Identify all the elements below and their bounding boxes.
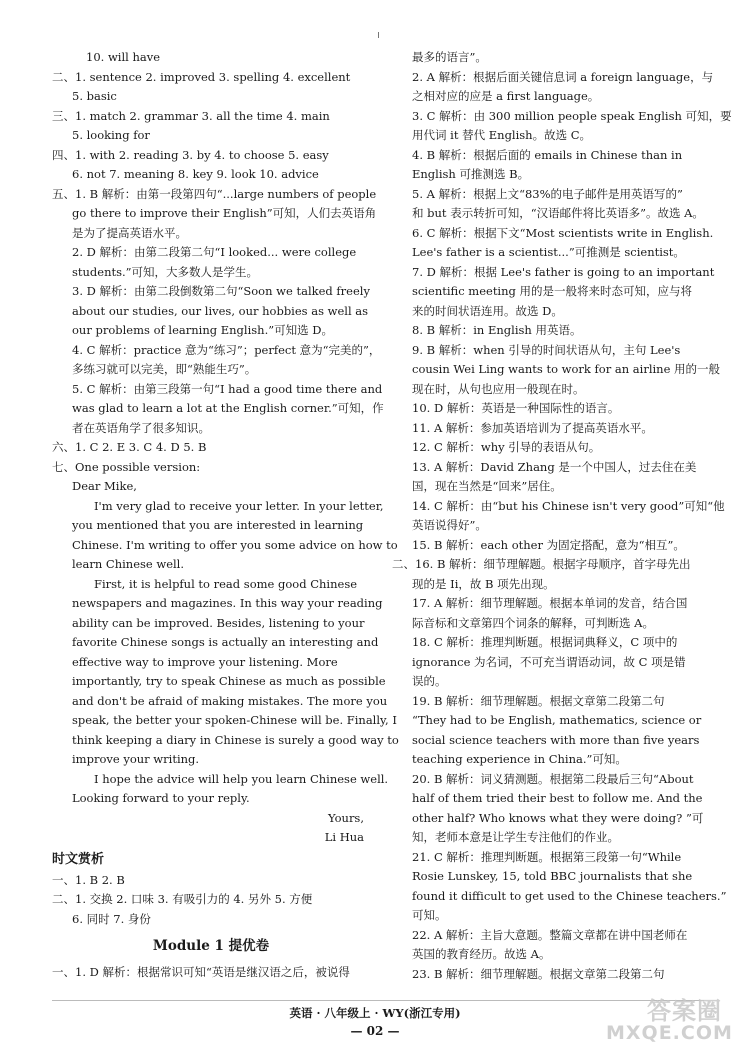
right-text-line: 英语说得好”。 [412, 518, 487, 532]
left-text-line: 10. will have [86, 50, 161, 64]
right-text-line: 5. A 解析：根据上文“83%的电子邮件是用英语写的” [412, 186, 683, 201]
left-text-line: 4. C 解析：practice 意为“练习”；perfect 意为“完美的”， [72, 342, 381, 357]
left-text-line: Li Hua [324, 830, 364, 844]
right-text-line: 19. B 解析：细节理解题。根据文章第二段第二句 [412, 693, 665, 708]
right-text-line: 17. A 解析：细节理解题。根据本单词的发音，结合国 [412, 596, 688, 610]
right-text-line: 11. A 解析：参加英语培训为了提高英语水平。 [412, 420, 653, 435]
right-text-line: 最多的语言”。 [412, 50, 487, 64]
watermark-line-2: MXQE.COM [606, 1022, 733, 1044]
right-text-line: Lee's father is a scientist...”可推测是 scientist。 [412, 245, 685, 259]
right-text-line: 际音标和文章第四个词条的解释，可判断选 A。 [412, 615, 654, 630]
right-text-line: 12. C 解析：why 引导的表语从句。 [412, 440, 601, 454]
right-text-line: 来的时间状语连用。故选 D。 [412, 303, 563, 318]
right-text-line: 22. A 解析：主旨大意题。整篇文章都在讲中国老师在 [412, 927, 688, 942]
left-text-line: 5. looking for [72, 128, 150, 142]
left-text-line: 五、1. B 解析：由第一段第四句“...large numbers of people [52, 186, 377, 201]
left-text-line: 6. 同时 7. 身份 [72, 911, 151, 926]
right-text-line: 10. D 解析：英语是一种国际性的语言。 [412, 401, 620, 415]
right-text-line: found it difficult to get used to the Chinese teachers.” [412, 888, 727, 903]
left-text-line: Yours, [328, 810, 364, 825]
left-text-line: students.”可知，大多数人是学生。 [72, 264, 259, 279]
right-text-line: 3. C 解析：由 300 million people speak English 可知，要 [412, 108, 732, 123]
left-text-line: 四、1. with 2. reading 3. by 4. to choose 5. easy [52, 147, 329, 162]
left-text-line: newspapers and magazines. In this way your reading [72, 596, 383, 610]
right-text-line: 13. A 解析：David Zhang 是一个中国人，过去住在美 [412, 459, 697, 474]
left-text-line: think keeping a diary in Chinese is surely a good way to [72, 732, 399, 747]
right-text-line: 21. C 解析：推理判断题。根据第三段第一句“While [412, 849, 682, 864]
right-text-line: social science teachers with more than five years [412, 732, 700, 747]
left-text-line: 一、1. D 解析：根据常识可知“英语是继汉语之后，被说得 [52, 965, 350, 979]
left-text-line: 是为了提高英语水平。 [72, 225, 187, 240]
right-text-line: 6. C 解析：根据下文“Most scientists write in English. [412, 225, 714, 240]
left-text-line: ability can be improved. Besides, listening to your [72, 615, 365, 630]
right-text-line: cousin Wei Ling wants to work for an airline 用的一般 [412, 362, 721, 376]
right-text-line: 20. B 解析：词义猜测题。根据第二段最后三句“About [412, 771, 694, 786]
left-text-line: I'm very glad to receive your letter. In your letter, [94, 498, 384, 513]
page-number: — 02 — [350, 1024, 400, 1038]
left-text-line: about our studies, our lives, our hobbies as well as [72, 303, 369, 318]
right-text-line: 现的是 Ii，故 B 项先出现。 [412, 576, 555, 591]
running-head: 英语 · 八年级上 · WY(浙江专用) [289, 1006, 461, 1020]
left-text-line: was glad to learn a lot at the English corner.”可知，作 [72, 401, 384, 415]
left-text-line: speak, the better your spoken-Chinese will be. Finally, I [72, 713, 397, 727]
right-answer-column [392, 48, 732, 984]
right-text-line: 和 but 表示转折可知，“汉语邮件将比英语多”。故选 A。 [412, 206, 704, 220]
right-text-line: 9. B 解析：when 引导的时间状语从句，主句 Lee's [412, 342, 681, 357]
left-text-line: 6. not 7. meaning 8. key 9. look 10. advice [72, 167, 319, 181]
left-text-line: our problems of learning English.”可知选 D。 [72, 323, 333, 337]
left-text-line: 三、1. match 2. grammar 3. all the time 4. main [52, 108, 330, 123]
watermark-line-1: 答案圈 [647, 997, 722, 1025]
left-text-line: 5. C 解析：由第三段第一句“I had a good time there and [72, 381, 383, 396]
left-text-line: First, it is helpful to read some good Chinese [94, 576, 358, 591]
right-text-line: 8. B 解析：in English 用英语。 [412, 323, 582, 337]
watermark-logo [606, 997, 733, 1046]
left-text-line: learn Chinese well. [72, 557, 185, 571]
right-text-line: 18. C 解析：推理判断题。根据词典释义，C 项中的 [412, 635, 678, 649]
left-text-line: 二、1. 交换 2. 口味 3. 有吸引力的 4. 另外 5. 方便 [52, 892, 313, 906]
left-text-line: effective way to improve your listening. More [72, 654, 338, 669]
right-text-line: teaching experience in China.”可知。 [412, 752, 627, 766]
left-text-line: Looking forward to your reply. [72, 791, 250, 805]
right-text-line: 知，老师本意是让学生专注他们的作业。 [412, 830, 619, 844]
left-text-line: 一、1. B 2. B [52, 872, 125, 887]
left-text-line: Module 1 提优卷 [152, 938, 270, 954]
left-answer-column [52, 48, 399, 983]
right-text-line: “They had to be English, mathematics, science or [412, 713, 702, 727]
left-text-line: and don't be afraid of making mistakes. The more you [72, 693, 388, 708]
left-text-line: 5. basic [72, 89, 117, 103]
left-text-line: Chinese. I'm writing to offer you some advice on how to [72, 537, 398, 552]
left-text-line: 2. D 解析：由第二段第二句“I looked... were college [72, 245, 357, 259]
right-text-line: 15. B 解析：each other 为固定搭配，意为“相互”。 [412, 537, 685, 552]
left-text-line: 六、1. C 2. E 3. C 4. D 5. B [52, 440, 207, 454]
right-text-line: half of them tried their best to follow me. And the [412, 791, 703, 805]
left-text-line: you mentioned that you are interested in learning [72, 518, 364, 532]
right-text-line: scientific meeting 用的是一般将来时态可知，应与将 [412, 284, 693, 298]
right-text-line: English 可推测选 B。 [412, 167, 530, 181]
right-text-line: Rosie Lunskey, 15, told BBC journalists that she [412, 869, 693, 883]
left-text-line: importantly, try to speak Chinese as much as possible [72, 674, 386, 688]
right-text-line: 国，现在当然是“回来”居住。 [412, 479, 562, 493]
right-text-line: 英国的教育经历。故选 A。 [412, 947, 551, 961]
right-text-line: 误的。 [412, 674, 447, 688]
right-text-line: 7. D 解析：根据 Lee's father is going to an important [412, 264, 715, 279]
right-text-line: 可知。 [412, 908, 447, 922]
left-text-line: 二、1. sentence 2. improved 3. spelling 4. excellent [52, 69, 351, 84]
right-text-line: 4. B 解析：根据后面的 emails in Chinese than in [412, 147, 683, 162]
left-text-line: 3. D 解析：由第二段倒数第二句“Soon we talked freely [72, 284, 370, 298]
left-text-line: 时文赏析 [52, 851, 105, 867]
left-text-line: go there to improve their English”可知，人们去英语角 [72, 206, 377, 220]
right-text-line: 2. A 解析：根据后面关键信息词 a foreign language，与 [412, 69, 714, 84]
right-text-line: 之相对应的应是 a first language。 [412, 89, 600, 103]
top-center-mark [378, 32, 379, 38]
right-text-line: 用代词 it 替代 English。故选 C。 [412, 128, 592, 142]
right-text-line: ignorance 为名词，不可充当谓语动词，故 C 项是错 [412, 654, 686, 669]
left-text-line: 者在英语角学了很多知识。 [72, 420, 210, 435]
left-text-line: I hope the advice will help you learn Chinese well. [94, 771, 389, 786]
left-text-line: Dear Mike, [72, 479, 137, 493]
left-text-line: improve your writing. [72, 752, 200, 766]
right-text-line: 14. C 解析：由“but his Chinese isn't very good”可知“他 [412, 498, 725, 513]
right-text-line: 现在时，从句也应用一般现在时。 [412, 381, 585, 396]
left-text-line: 多练习就可以完美，即“熟能生巧”。 [72, 362, 257, 376]
right-text-line: 二、16. B 解析：细节理解题。根据字母顺序，首字母先出 [392, 557, 691, 571]
right-text-line: 23. B 解析：细节理解题。根据文章第二段第二句 [412, 966, 665, 981]
left-text-line: 七、One possible version: [52, 459, 201, 474]
right-text-line: other half? Who knows what they were doing? ”可 [412, 810, 704, 825]
left-text-line: favorite Chinese songs is actually an interesting and [72, 635, 379, 649]
